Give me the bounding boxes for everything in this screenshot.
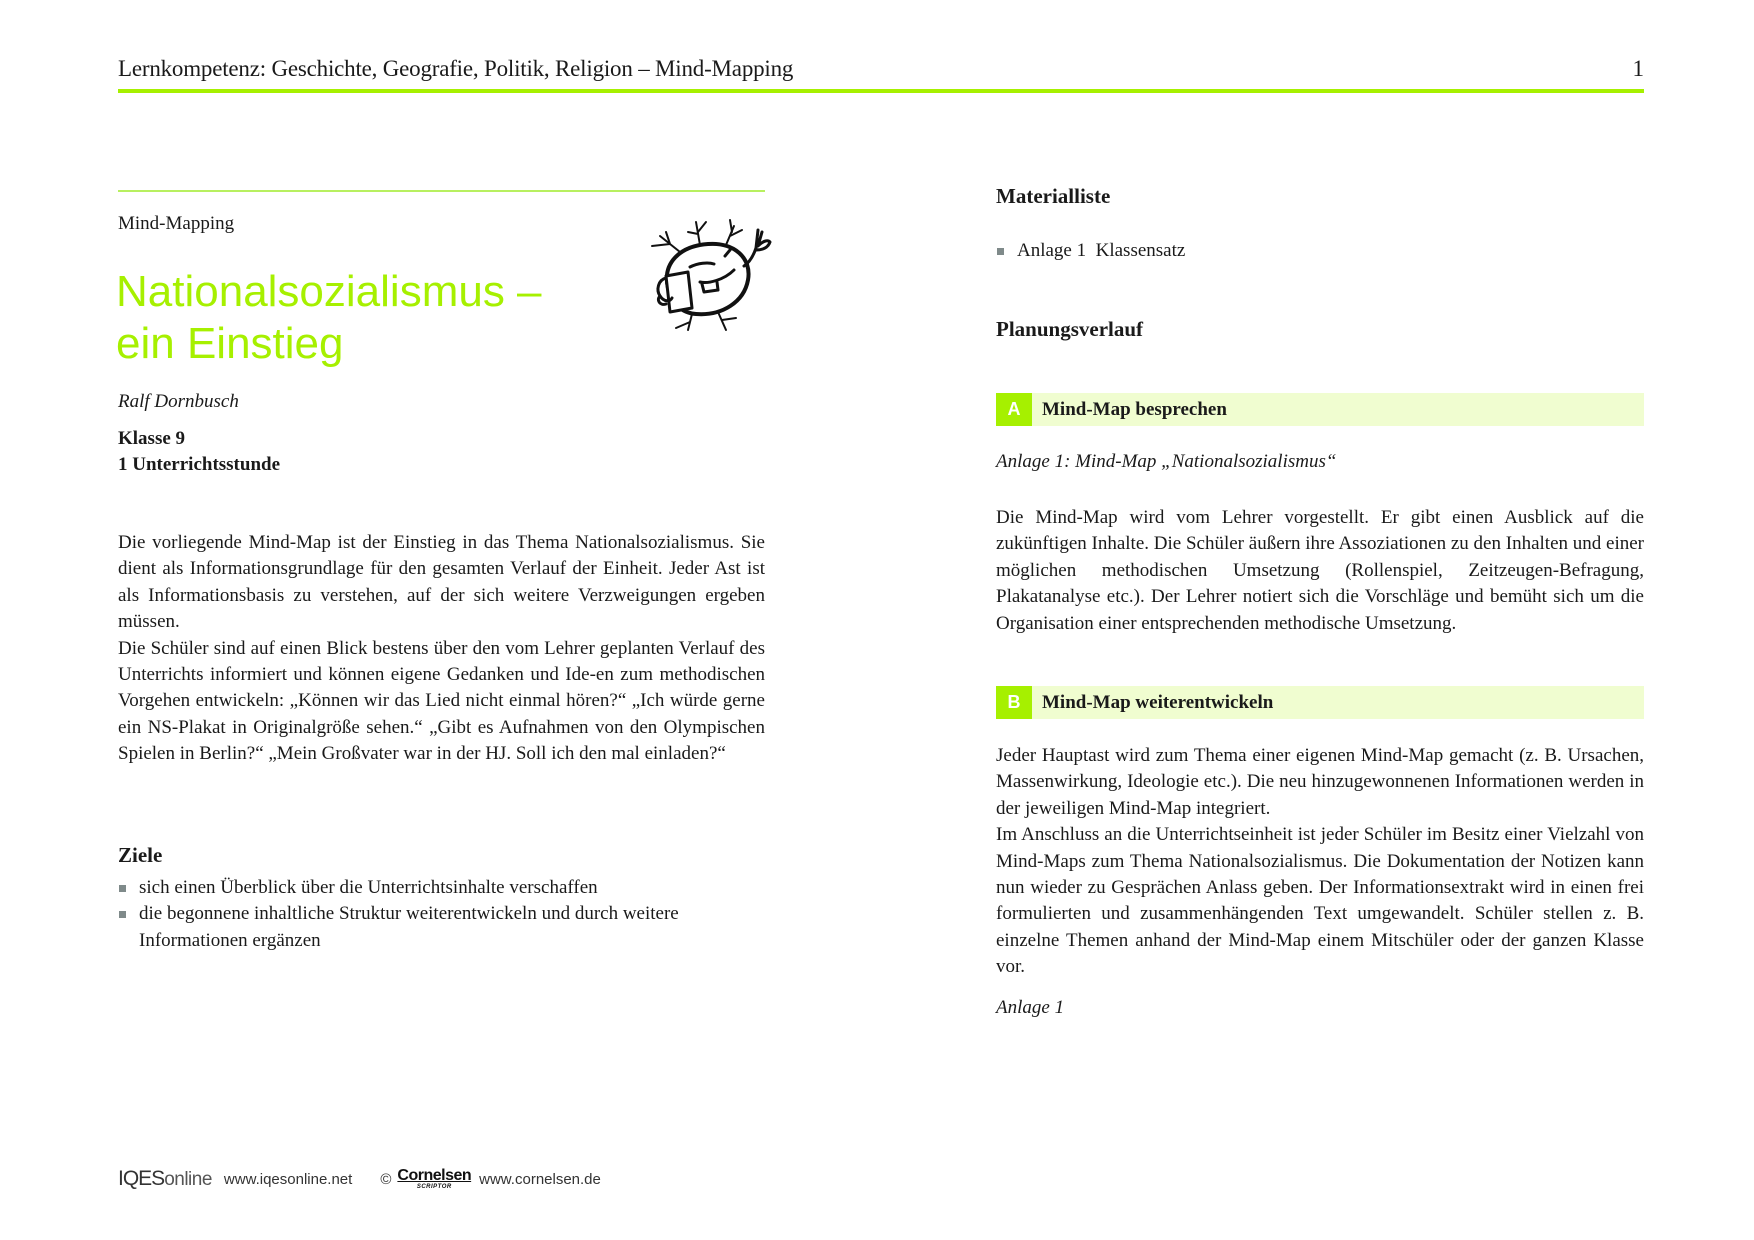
title-line-1: Nationalsozialismus – bbox=[116, 267, 542, 316]
running-header-title: Lernkompetenz: Geschichte, Geografie, Politik, Religion – Mind-Mapping bbox=[118, 56, 794, 81]
phase-b-text bbox=[996, 743, 1644, 981]
phase-b-paragraph-1: Jeder Hauptast wird zum Thema einer eigenen Mind-Map gemacht (z. B. Ursachen, Massenwirkung, Ideologie etc.). Die neu hinzugewonnenen Informationen werden in der jeweiligen Mind-Map integriert. bbox=[996, 745, 1644, 819]
author-name: Ralf Dornbusch bbox=[118, 391, 239, 412]
material-text: Anlage 1 Klassensatz bbox=[1017, 240, 1186, 261]
materials-heading: Materialliste bbox=[996, 184, 1111, 208]
intro-paragraph-2: Die Schüler sind auf einen Blick bestens über den vom Lehrer geplanten Verlauf des Unterrichts informiert und können eigene Gedanken und Ide-en zum methodischen Vorgehen entwickeln: „Können wir das Lied nicht einmal hören?“ „Ich würde gerne ein NS-Plakat in Originalgröße sehen.“ „Gibt es Aufnahmen von den Olympischen Spielen in Berlin?“ „Mein Großvater war in der HJ. Soll ich den mal einladen?“ bbox=[118, 637, 765, 765]
goals-list bbox=[118, 875, 765, 954]
goal-text: die begonnene inhaltliche Struktur weiterentwickeln und durch weitere Informationen ergänzen bbox=[139, 903, 679, 951]
phase-label-b: Mind-Map weiterentwickeln bbox=[1042, 692, 1274, 713]
iqes-logo-main: IQES bbox=[118, 1167, 165, 1190]
section-kicker: Mind-Mapping bbox=[118, 213, 235, 234]
title-line-2: ein Einstieg bbox=[116, 319, 344, 368]
materials-list bbox=[996, 238, 1643, 264]
iqes-logo bbox=[118, 1167, 212, 1191]
cornelsen-logo bbox=[397, 1168, 471, 1190]
copyright-symbol: © bbox=[380, 1170, 392, 1188]
goal-item bbox=[118, 875, 765, 901]
phase-b-paragraph-2: Im Anschluss an die Unterrichtseinheit ist jeder Schüler im Besitz einer Vielzahl von Mind-Maps zum Thema Nationalsozialismus. Die Dokumentation der Notizen kann nun wieder zu Gesprächen Anlass geben. Der Informationsextrakt wird in einen frei formulierten und zusammenhängenden Text umgewandelt. Schüler stellen z. B. einzelne Themen anhand der Mind-Map einem Mitschüler oder der ganzen Klasse vor. bbox=[996, 824, 1644, 978]
phase-label-a: Mind-Map besprechen bbox=[1042, 399, 1227, 420]
grade-level: Klasse 9 bbox=[118, 428, 186, 449]
phase-badge-a: A bbox=[996, 393, 1032, 426]
phase-b-header bbox=[996, 686, 1644, 719]
phase-a-header bbox=[996, 393, 1644, 426]
phase-a-text: Die Mind-Map wird vom Lehrer vorgestellt. Er gibt einen Ausblick auf die zukünftigen Inhalte. Die Schüler äußern ihre Assoziationen zu den Inhalten und einer möglichen methodischen Umsetzung (Rollenspiel, Zeitzeugen-Befragung, Plakatanalyse etc.). Der Lehrer notiert sich die Vorschläge und bemüht sich um die Organisation einer entsprechenden methodische Umsetzung. bbox=[996, 507, 1644, 634]
intro-paragraph-1: Die vorliegende Mind-Map ist der Einstieg in das Thema Nationalsozialismus. Sie dient als Informationsgrundlage für den gesamten Verlauf der Einheit. Jeder Ast ist als Informationsbasis zu verstehen, auf der sich weitere Verzweigungen ergeben müssen. bbox=[118, 532, 765, 633]
lesson-meta bbox=[118, 426, 280, 478]
phase-badge-b: B bbox=[996, 686, 1032, 719]
goal-text: sich einen Überblick über die Unterrichtsinhalte verschaffen bbox=[139, 877, 598, 898]
section-rule bbox=[118, 190, 765, 192]
material-item bbox=[996, 238, 1643, 264]
bullet-square-icon bbox=[997, 248, 1004, 255]
goals-heading: Ziele bbox=[118, 843, 163, 867]
page-number: 1 bbox=[1632, 56, 1644, 81]
phase-a-reference: Anlage 1: Mind-Map „Nationalsozialismus“ bbox=[996, 451, 1337, 472]
document-title bbox=[116, 266, 542, 370]
footer bbox=[118, 1166, 601, 1192]
iqes-logo-sub: online bbox=[164, 1169, 212, 1190]
closing-reference: Anlage 1 bbox=[996, 997, 1065, 1018]
intro-text bbox=[118, 530, 765, 768]
cornelsen-url-link[interactable]: www.cornelsen.de bbox=[479, 1170, 601, 1188]
lesson-duration: 1 Unterrichtsstunde bbox=[118, 454, 281, 475]
cornelsen-logo-sub: SCRIPTOR bbox=[416, 1184, 452, 1190]
planning-heading: Planungsverlauf bbox=[996, 317, 1144, 341]
iqes-url-link[interactable]: www.iqesonline.net bbox=[223, 1170, 353, 1188]
goal-item bbox=[118, 901, 765, 954]
mind-map-mascot-icon bbox=[630, 218, 775, 338]
header-rule bbox=[118, 89, 1644, 93]
bullet-square-icon bbox=[119, 885, 126, 892]
cornelsen-logo-main: Cornelsen bbox=[397, 1167, 472, 1184]
bullet-square-icon bbox=[119, 911, 126, 918]
